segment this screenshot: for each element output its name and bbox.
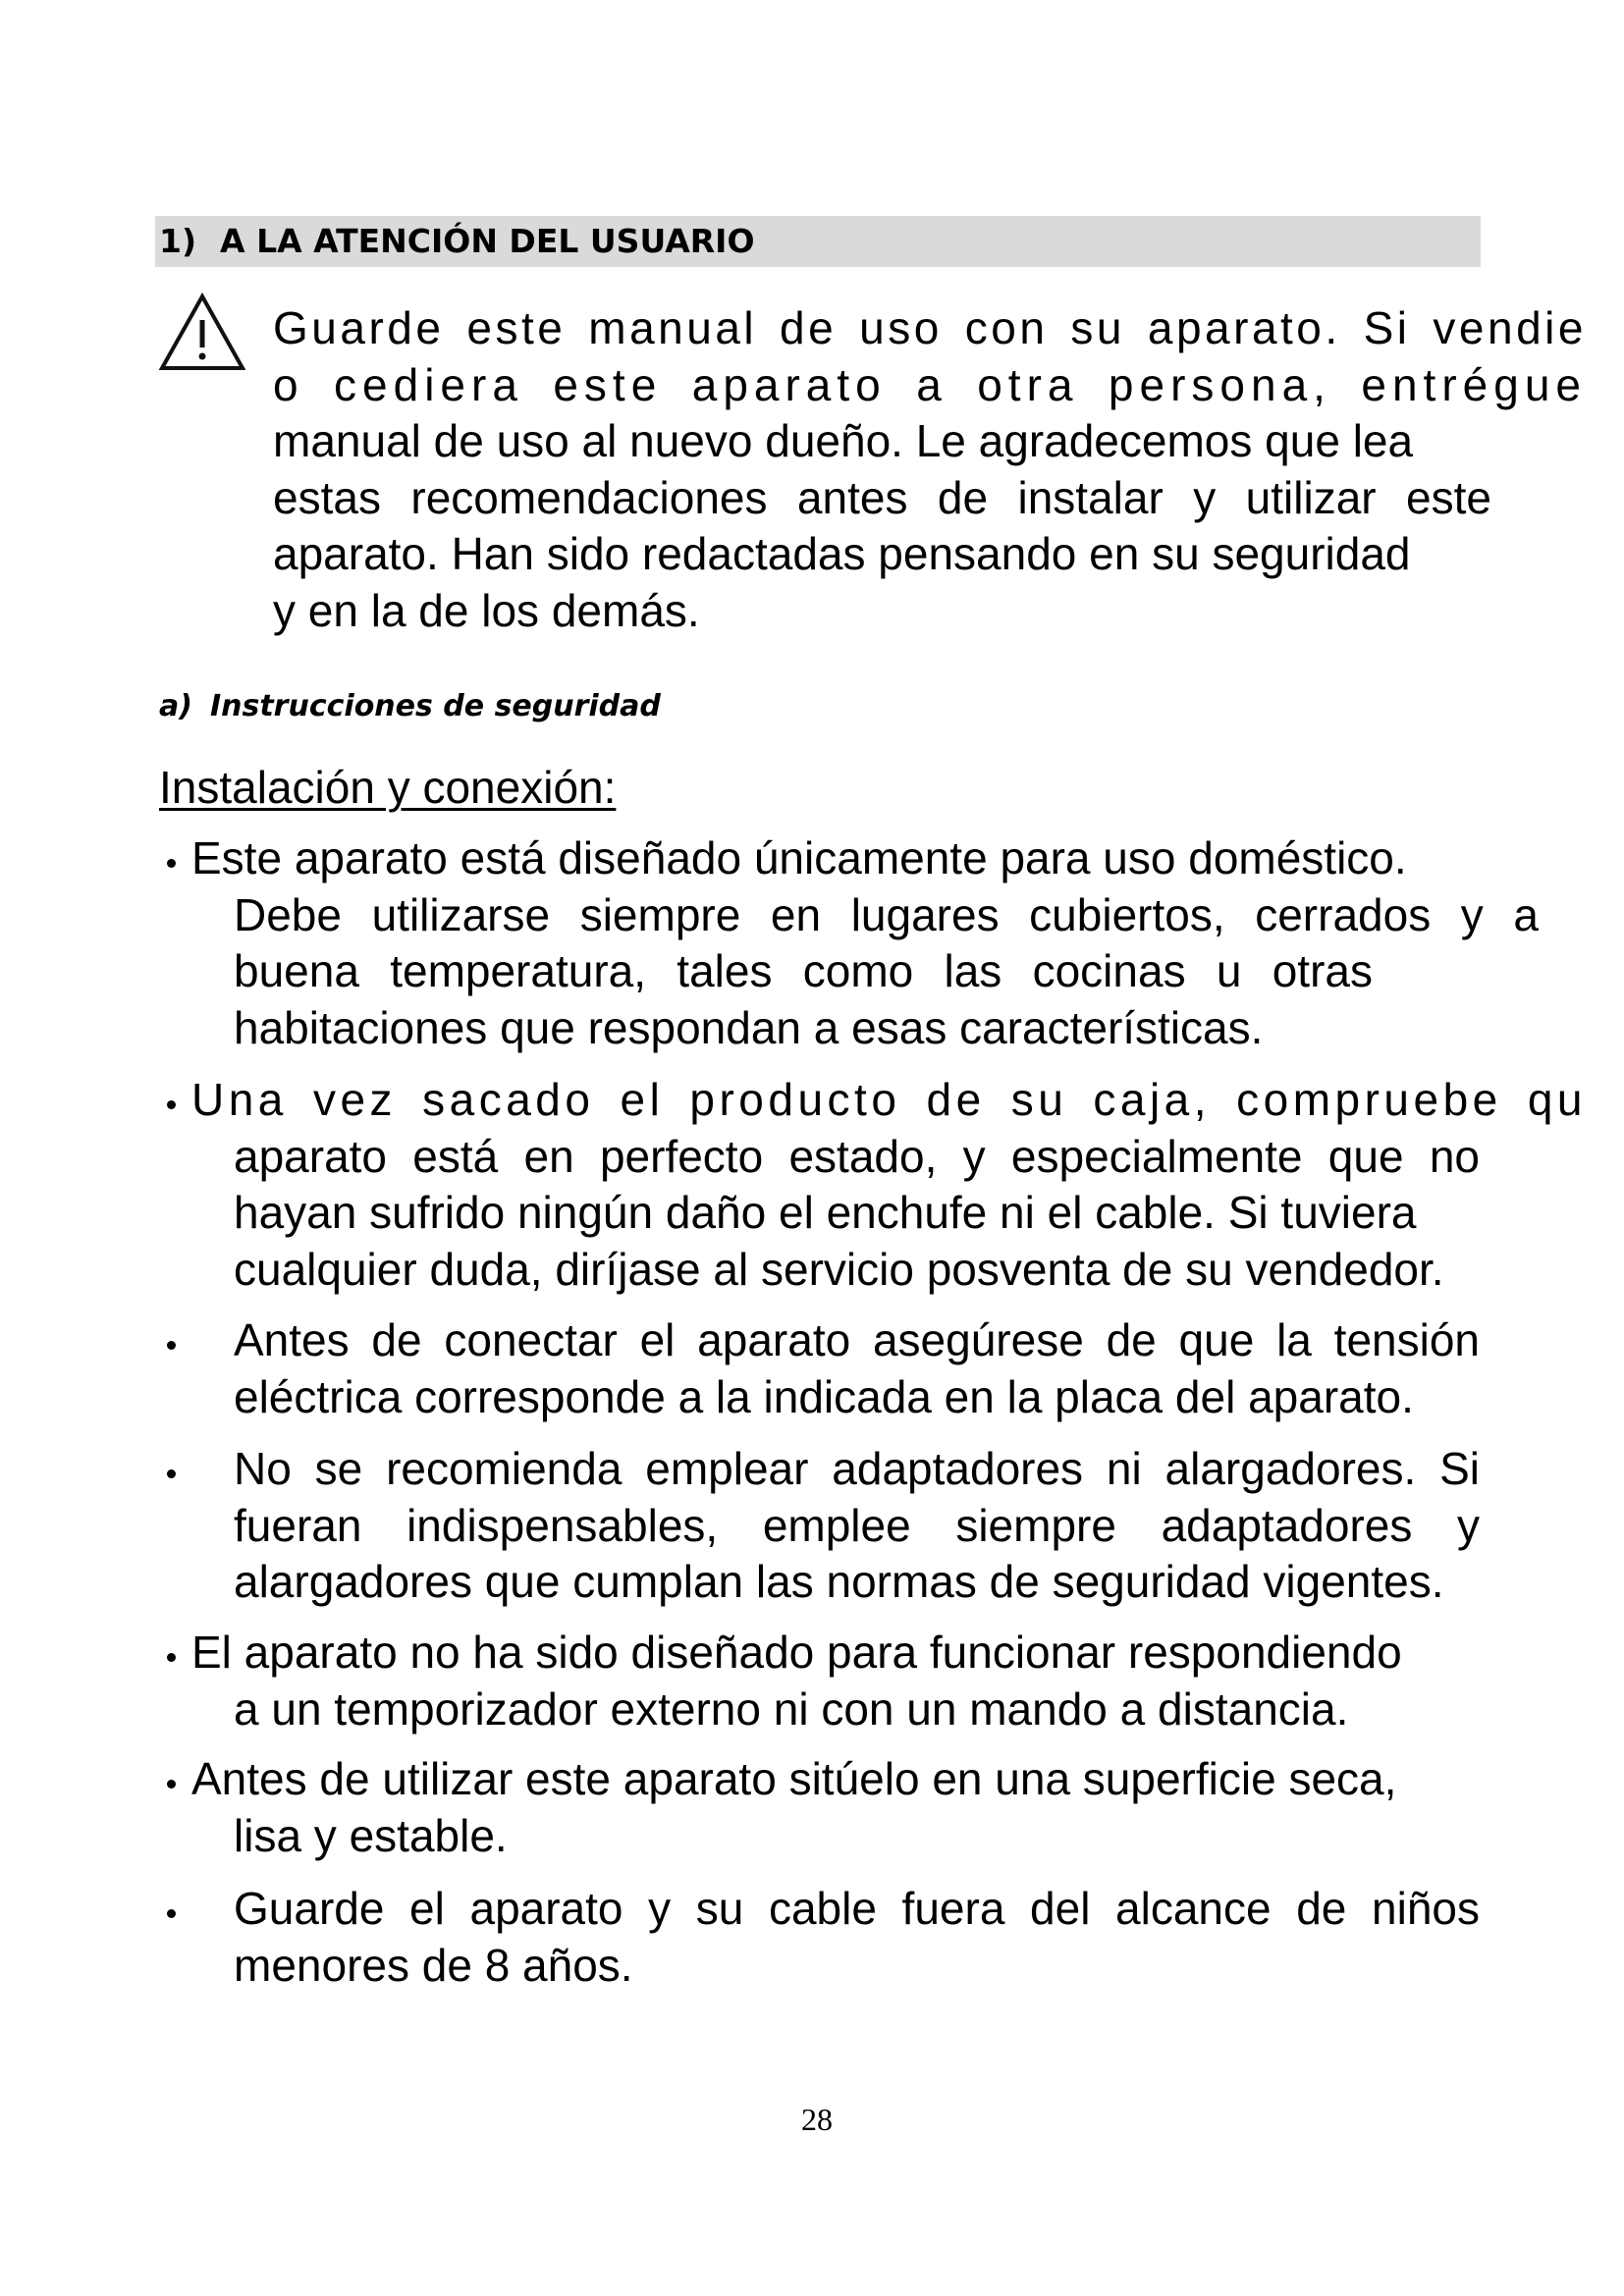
intro-line: Guarde este manual de uso con su aparato. Si vendie [273,302,1587,353]
bullet-item [0,1441,1624,1611]
intro-line: manual de uso al nuevo dueño. Le agradecemos que lea [273,415,1414,466]
bullet-line: Antes de conectar el aparato asegúrese de que la tensión [234,1314,1480,1365]
bullet-line: hayan sufrido ningún daño el enchufe ni el cable. Si tuviera [234,1187,1417,1238]
intro-line: estas recomendaciones antes de instalar y utilizar este [273,471,1491,523]
bullet-line: alargadores que cumplan las normas de seguridad vigentes. [234,1556,1444,1607]
warning-triangle-icon [159,293,245,372]
bullet-line: habitaciones que respondan a esas características. [234,1001,1264,1053]
section-header [159,216,755,267]
bullet-line: No se recomienda emplear adaptadores ni alargadores. Si [234,1443,1480,1494]
bullet-dot [167,859,176,868]
bullet-dot [167,1341,176,1350]
bullet-line: cualquier duda, diríjase al servicio posventa de su vendedor. [234,1243,1444,1295]
bullet-item [0,1881,1624,1994]
intro-paragraph [273,300,1587,639]
bullet-line: Guarde el aparato y su cable fuera del alcance de niños [234,1883,1480,1934]
bullet-dot [167,1909,176,1918]
bullet-item [0,1072,1624,1298]
bullet-line: Antes de utilizar este aparato sitúelo en una superficie seca, [191,1753,1397,1804]
installation-heading: Instalación y conexión: [159,762,617,813]
bullet-dot [167,1653,176,1662]
intro-line: o cediera este aparato a otra persona, entrégue [273,358,1587,410]
intro-line: aparato. Han sido redactadas pensando en su seguridad [273,528,1411,579]
bullet-line: Este aparato está diseñado únicamente para uso doméstico. [191,832,1407,883]
bullet-line: fueran indispensables, emplee siempre adaptadores y [234,1499,1480,1551]
section-header-bar [155,216,1481,267]
bullet-dot [167,1100,176,1109]
bullet-line: eléctrica corresponde a la indicada en la placa del aparato. [234,1370,1414,1422]
bullet-item [0,1625,1624,1737]
bullet-line: buena temperatura, tales como las cocinas u otras [234,945,1373,996]
bullet-item [0,1312,1624,1425]
bullet-line: Una vez sacado el producto de su caja, compruebe qu [191,1074,1587,1125]
subsection-text: Instrucciones de seguridad [209,689,661,723]
bullet-line: a un temporizador externo ni con un mando a distancia. [234,1682,1349,1735]
bullet-line: lisa y estable. [234,1809,508,1861]
page-number: 28 [801,2102,833,2137]
bullet-dot [167,1780,176,1789]
bullet-item [0,1751,1624,1864]
bullet-item [0,830,1624,1056]
bullet-line: El aparato no ha sido diseñado para funcionar respondiendo [191,1627,1402,1678]
subsection-title [159,687,661,726]
bullet-line: Debe utilizarse siempre en lugares cubiertos, cerrados y a [234,888,1539,940]
bullet-dot [167,1469,176,1478]
bullet-line: aparato está en perfecto estado, y especialmente que no [234,1130,1480,1182]
subsection-label: a) [159,689,192,723]
intro-line: y en la de los demás. [273,584,700,636]
bullet-line: menores de 8 años. [234,1939,633,1991]
section-title: A LA ATENCIÓN DEL USUARIO [220,222,755,260]
section-number: 1) [159,222,197,260]
